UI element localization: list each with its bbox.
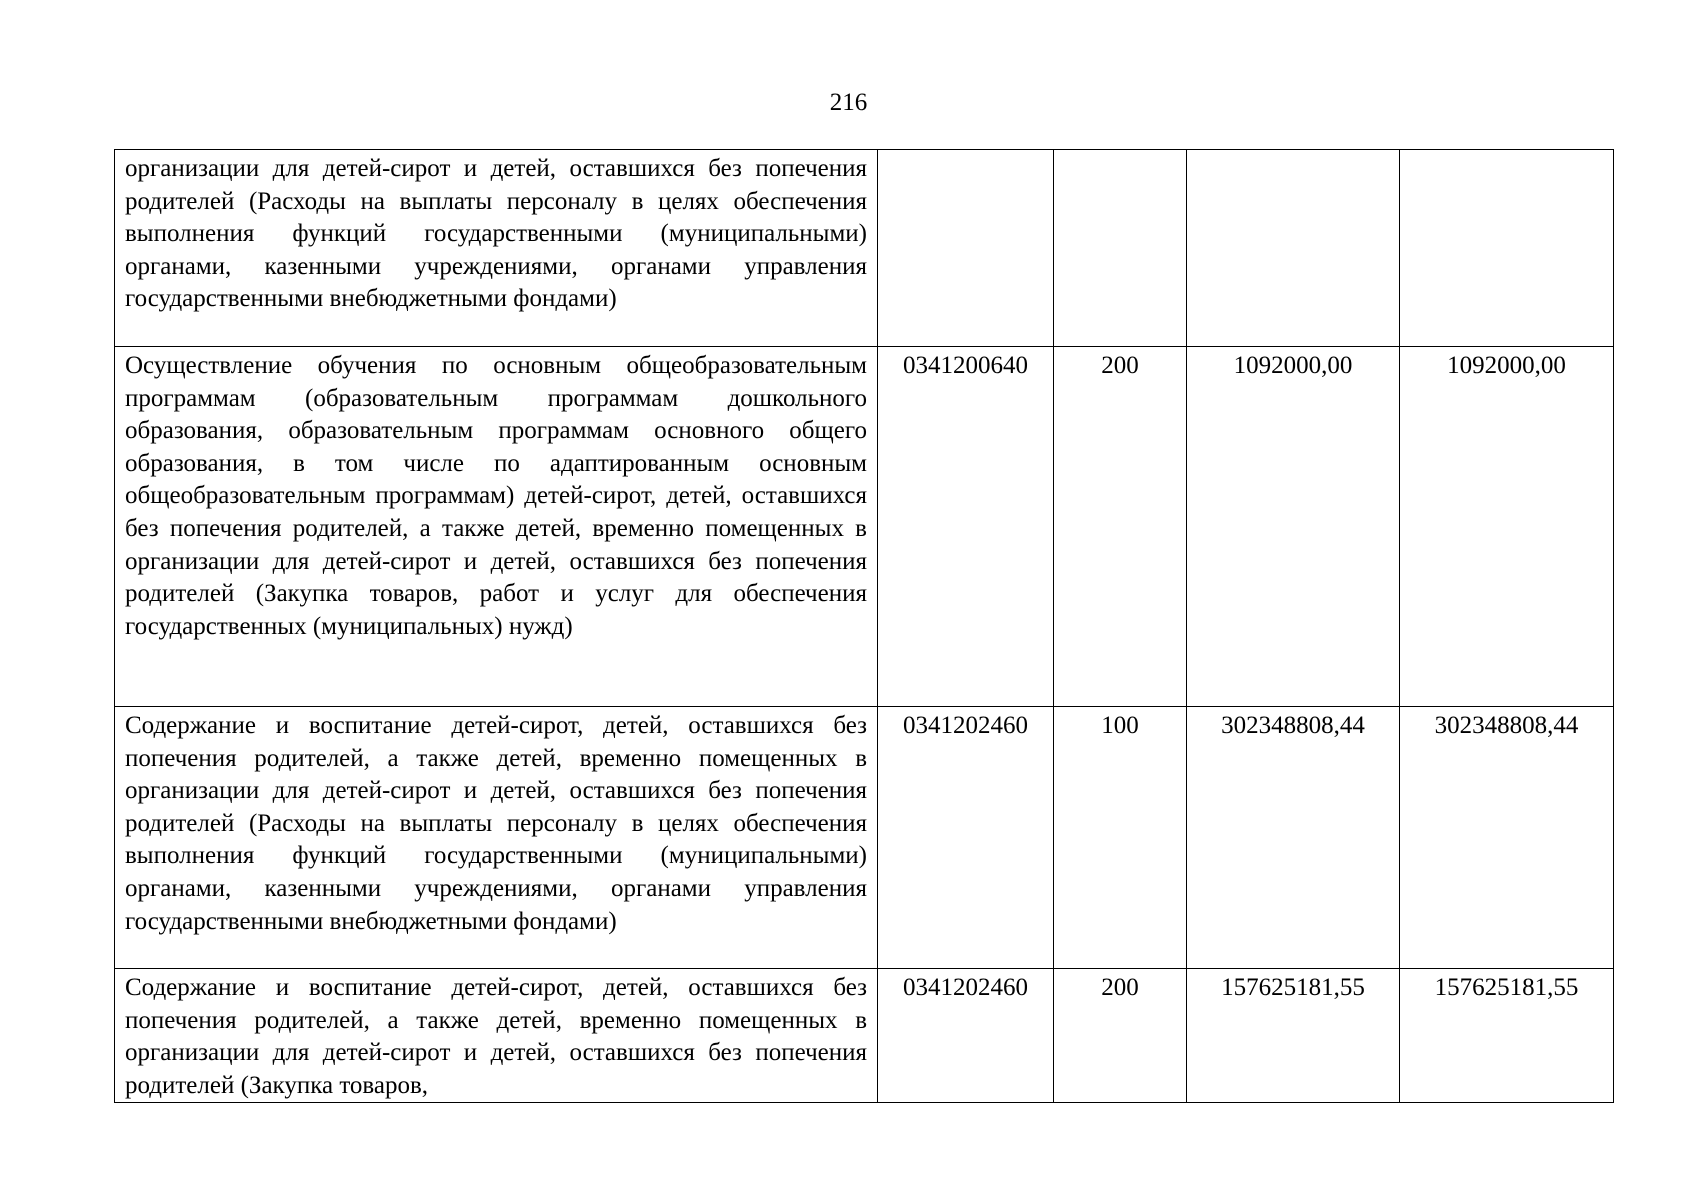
table-row: [115, 150, 1614, 347]
page-number: 216: [829, 89, 868, 116]
table-row: [115, 707, 1614, 969]
row-description: Содержание и воспитание детей-сирот, детей, оставшихся без попечения родителей, а также детей, временно помещенных в организации для детей-сирот и детей, оставшихся без попечения родителей (Расходы на выплаты персоналу в целях обеспечения выполнения функций государственными (муниципальными) органами, казенными учреждениями, органами управления государственными внебюджетными фондами): [115, 707, 878, 969]
row-amount-1: 302348808,44: [1187, 707, 1400, 969]
row-amount-2: 157625181,55: [1400, 969, 1614, 1103]
row-description: Осуществление обучения по основным общеобразовательным программам (образовательным программам дошкольного образования, образовательным программам основного общего образования, в том числе по адаптированным основным общеобразовательным программам) детей-сирот, детей, оставшихся без попечения родителей, а также детей, временно помещенных в организации для детей-сирот и детей, оставшихся без попечения родителей (Закупка товаров, работ и услуг для обеспечения государственных (муниципальных) нужд): [115, 347, 878, 707]
row-code: [878, 150, 1054, 347]
row-expense-type: 100: [1054, 707, 1187, 969]
row-description: Содержание и воспитание детей-сирот, детей, оставшихся без попечения родителей, а также детей, временно помещенных в организации для детей-сирот и детей, оставшихся без попечения родителей (Закупка товаров,: [115, 969, 878, 1103]
row-amount-1: 157625181,55: [1187, 969, 1400, 1103]
row-code: 0341202460: [878, 969, 1054, 1103]
row-code: 0341202460: [878, 707, 1054, 969]
row-amount-2: 302348808,44: [1400, 707, 1614, 969]
table-row: [115, 969, 1614, 1103]
row-code: 0341200640: [878, 347, 1054, 707]
table-row: [115, 347, 1614, 707]
row-amount-1: [1187, 150, 1400, 347]
row-amount-2: 1092000,00: [1400, 347, 1614, 707]
row-description: организации для детей-сирот и детей, оставшихся без попечения родителей (Расходы на выплаты персоналу в целях обеспечения выполнения функций государственными (муниципальными) органами, казенными учреждениями, органами управления государственными внебюджетными фондами): [115, 150, 878, 347]
row-amount-2: [1400, 150, 1614, 347]
budget-table: [114, 149, 1614, 1103]
row-amount-1: 1092000,00: [1187, 347, 1400, 707]
row-expense-type: 200: [1054, 969, 1187, 1103]
row-expense-type: 200: [1054, 347, 1187, 707]
row-expense-type: [1054, 150, 1187, 347]
